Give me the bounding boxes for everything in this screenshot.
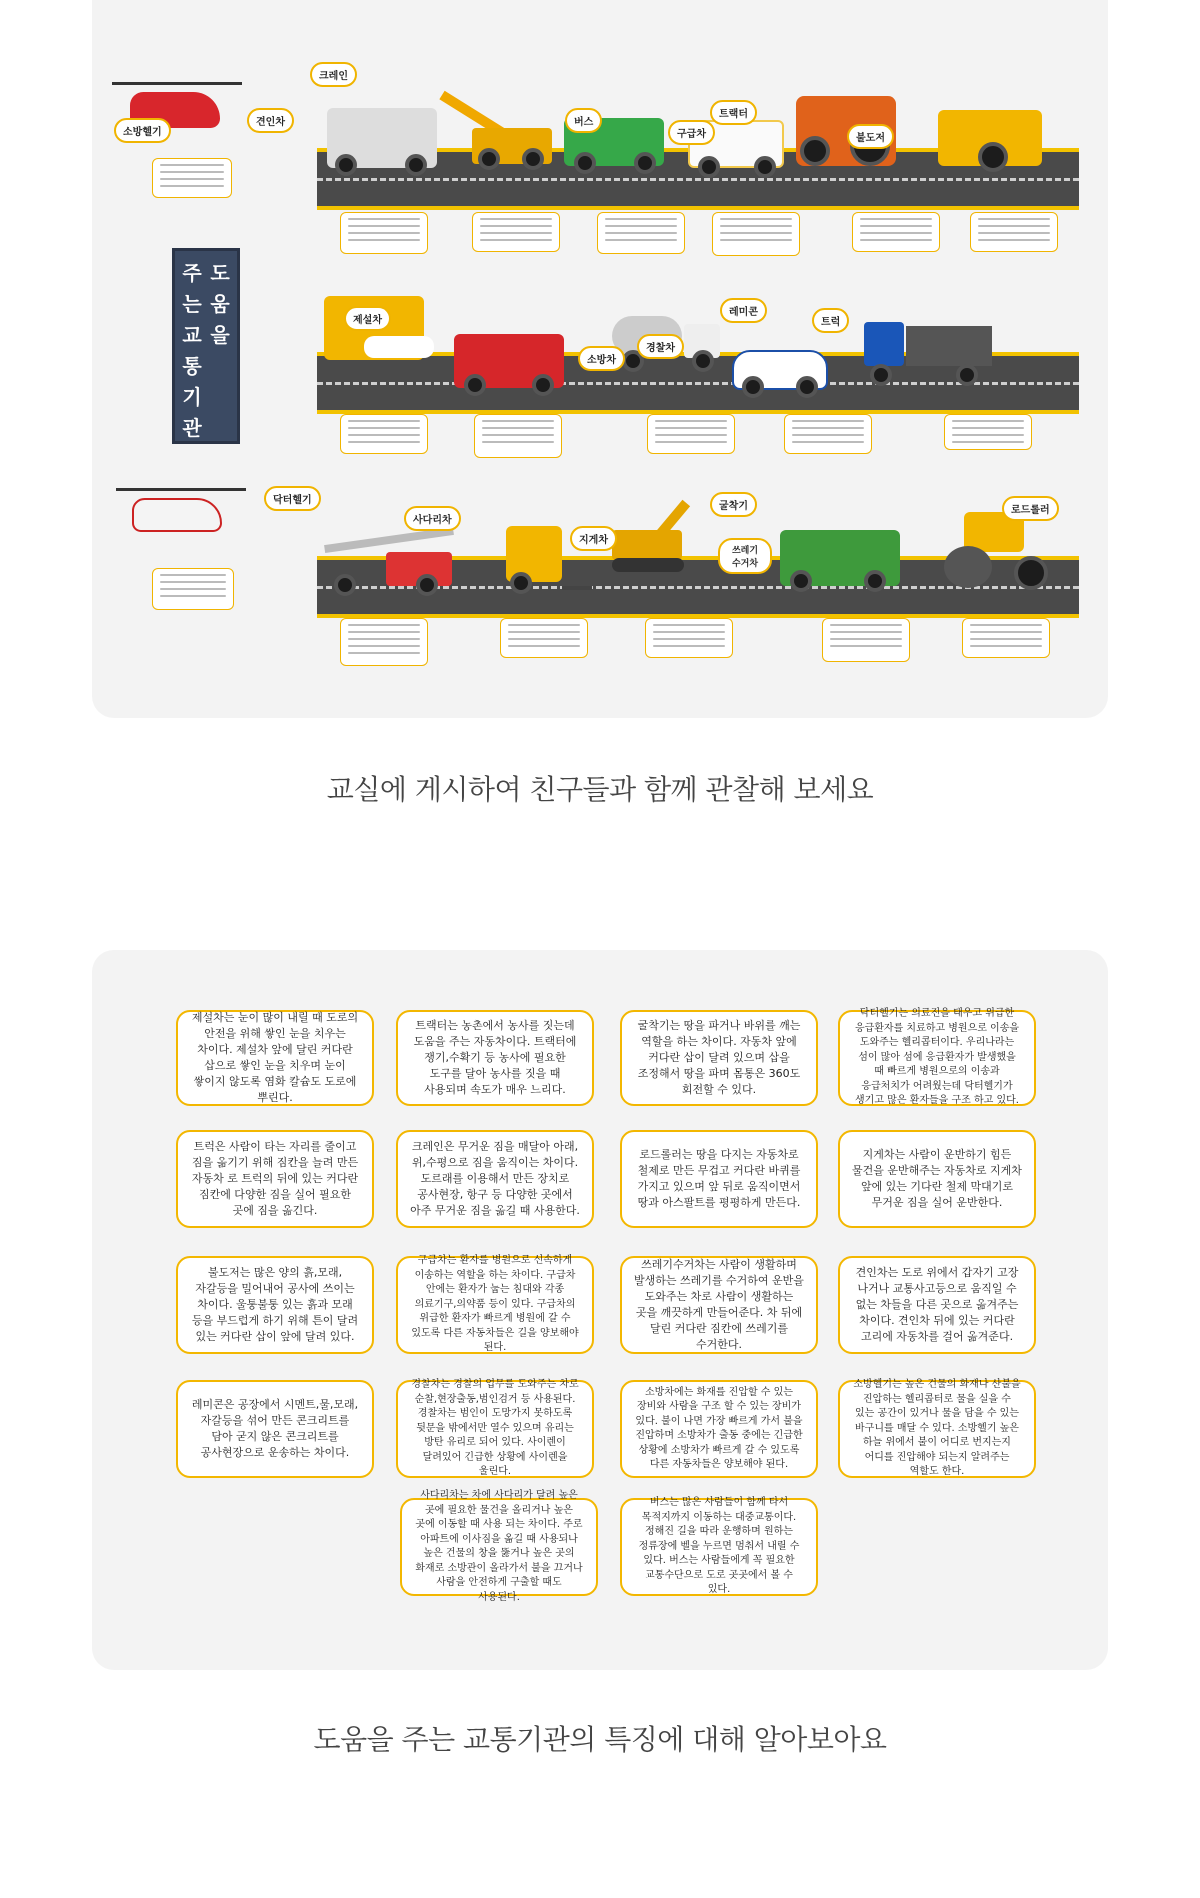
- card-excavator: [620, 1010, 818, 1106]
- title-char: 을: [210, 323, 230, 347]
- tow-truck-image: [327, 108, 437, 168]
- garbage-truck-image: [780, 530, 900, 586]
- ladder-truck-image: [324, 530, 454, 594]
- card-text: 레미콘은 공장에서 시멘트,물,모래,자갈등을 섞어 만든 콘크리트를 담아 굳지 않은 콘크리트를 공사현장으로 운송하는 차이다.: [191, 1398, 359, 1459]
- card-text: 버스는 많은 사람들이 함께 타서 목적지까지 이동하는 대중교통이다. 정해진 길을 따라 운행하며 원하는 정류장에 벨을 누르면 멈춰서 내릴 수 있다. 버스는 사람들에게 꼭 필요한 교통수단으로 도로 곳곳에서 볼 수 있다.: [638, 1497, 800, 1596]
- label-road-roller: 로드롤러: [1002, 496, 1059, 521]
- card-text: 견인차는 도로 위에서 갑자기 고장 나거나 교통사고등으로 움직일 수 없는 차들을 다른 곳으로 옮겨주는 차이다. 견인차 뒤에 있는 커다란 고리에 자동차를 걸어 옮겨준다.: [855, 1266, 1019, 1343]
- description-card-small: [852, 212, 940, 252]
- description-card-small: [944, 414, 1032, 450]
- card-text: 구급차는 환자를 병원으로 신속하게 이송하는 역할을 하는 차이다. 구급차 안에는 환자가 눕는 침대와 각종 의료기구,의약품 등이 있다. 구급차의 위급한 환자가 빠르게 병원에 갈 수 있도록 다른 자동차들은 길을 양보해야 된다.: [411, 1255, 579, 1354]
- card-text: 쓰레기수거차는 사람이 생활하며 발생하는 쓰레기를 수거하여 운반을 도와주는 차로 사람이 생활하는 곳을 깨끗하게 만들어준다. 차 뒤에 달린 커다란 짐칸에 쓰레기를 수거한다.: [634, 1258, 804, 1351]
- description-card-small: [472, 212, 560, 252]
- label-truck: 트럭: [812, 308, 849, 333]
- dump-truck-image: [864, 322, 994, 386]
- caption-learn: 도움을 주는 교통기관의 특징에 대해 알아보아요: [313, 1723, 887, 1756]
- description-card-small: [784, 414, 872, 454]
- title-char: 도: [210, 261, 230, 285]
- description-card-small: [597, 212, 685, 254]
- label-fire-truck: 소방차: [578, 346, 625, 371]
- title-char: [207, 414, 233, 443]
- description-card-small: [340, 618, 428, 666]
- description-card-small: [340, 414, 428, 454]
- poster-panel: [92, 0, 1108, 718]
- label-excavator: 굴착기: [710, 492, 757, 517]
- description-card-small: [647, 414, 735, 454]
- card-fire-helicopter: [838, 1380, 1036, 1478]
- title-char: [207, 352, 233, 381]
- description-card-small: [822, 618, 910, 662]
- label-fire-helicopter: 소방헬기: [114, 118, 171, 143]
- card-tractor: [396, 1010, 594, 1106]
- crane-image: [442, 70, 552, 168]
- card-text: 불도저는 많은 양의 흙,모래,자갈등을 밀어내어 공사에 쓰이는 차이다. 울퉁불퉁 있는 흙과 모래 등을 부드럽게 하기 위해 튼이 달려 있는 커다란 삽이 앞에 달려 있다.: [191, 1266, 359, 1343]
- card-garbage-truck: [620, 1256, 818, 1354]
- title-char: 교: [182, 323, 202, 347]
- card-truck: [176, 1130, 374, 1228]
- road-roller-image: [944, 512, 1054, 588]
- title-char: 통: [182, 354, 202, 378]
- label-garbage-truck: 쓰레기 수거차: [718, 538, 772, 574]
- label-crane: 크레인: [310, 62, 357, 87]
- label-ambulance: 구급차: [668, 120, 715, 145]
- label-forklift: 지게차: [570, 526, 617, 551]
- label-ladder-truck: 사다리차: [404, 506, 461, 531]
- card-police-car: [396, 1380, 594, 1478]
- title-char: 는: [182, 292, 202, 316]
- doctor-helicopter-image: [132, 498, 222, 532]
- card-text: 사다리차는 차에 사다리가 달려 높은 곳에 필요한 물건을 올리거나 높은 곳에 이동할 때 사용 되는 차이다. 주로 아파트에 이사짐을 옮길 때 사용되나 높은 건물의 창을 뚫거나 높은 곳의 화재로 소방관이 올라가서 불을 끄거나 사람을 안전하게 구출할 때도 사용된다.: [415, 1490, 583, 1603]
- card-bus: [620, 1498, 818, 1596]
- card-text: 제설차는 눈이 많이 내릴 때 도로의 안전을 위해 쌓인 눈을 치우는 차이다. 제설차 앞에 달린 커다란 삽으로 쌓인 눈을 치우며 눈이 쌓이지 않도록 염화 칼슘도 도로에 뿌린다.: [191, 1011, 359, 1104]
- title-char: 움: [210, 292, 230, 316]
- description-card-small: [152, 158, 232, 198]
- caption-observe: 교실에 게시하여 친구들과 함께 관찰해 보세요: [326, 773, 874, 806]
- card-snowplow: [176, 1010, 374, 1106]
- card-tow-truck: [838, 1256, 1036, 1354]
- description-card-small: [340, 212, 428, 254]
- bulldozer-image: [938, 110, 1042, 166]
- label-doctor-helicopter: 닥터헬기: [264, 486, 321, 511]
- card-text: 소방차에는 화재를 진압할 수 있는 장비와 사람을 구조 할 수 있는 장비가 있다. 불이 나면 가장 빠르게 가서 불을 진압하며 소방차가 출동 중에는 긴급한 상황에 소방차가 빠르게 갈 수 있도록 다른 자동차들은 양보해야 된다.: [635, 1386, 803, 1470]
- police-car-image: [732, 350, 828, 390]
- card-bulldozer: [176, 1256, 374, 1354]
- label-tractor: 트랙터: [710, 100, 757, 125]
- card-text: 크레인은 무거운 짐을 매달아 아래,위,수평으로 짐을 움직이는 차이다. 도르래를 이용해서 만든 장치로 공사현장, 항구 등 다양한 곳에서 아주 무거운 짐을 옮길 때 사용한다.: [410, 1140, 580, 1217]
- card-cement-mixer: [176, 1380, 374, 1478]
- title-char: [207, 383, 233, 412]
- card-text: 트럭은 사람이 타는 자리를 줄이고 짐을 옮기기 위해 짐칸을 늘려 만든 자동차 로 트럭의 뒤에 있는 커다란 짐칸에 다양한 짐을 실어 필요한 곳에 짐을 옮긴다.: [191, 1140, 359, 1217]
- card-ladder-truck: [400, 1490, 598, 1603]
- title-char: 주: [182, 261, 202, 285]
- card-text: 지게차는 사람이 운반하기 힘든 물건을 운반해주는 자동차로 지게차 앞에 있는 기다란 철제 막대기로 무거운 짐을 실어 운반한다.: [852, 1148, 1022, 1209]
- description-card-small: [645, 618, 733, 658]
- card-road-roller: [620, 1130, 818, 1228]
- card-doctor-helicopter: [838, 1010, 1036, 1106]
- description-card-small: [474, 414, 562, 458]
- label-police-car: 경찰차: [637, 334, 684, 359]
- card-fire-truck: [620, 1380, 818, 1478]
- card-text: 경찰차는 경찰의 업무를 도와주는 차로 순찰,현장출동,범인검거 등 사용된다. 경찰차는 범인이 도망가지 못하도록 뒷문을 밖에서만 열수 있으며 유리는 방탄 유리로 되어 있다. 사이렌이 달려있어 긴급한 상황에 사이렌을 울린다.: [411, 1379, 579, 1478]
- description-card-small: [500, 618, 588, 658]
- label-bus: 버스: [565, 108, 602, 133]
- label-bulldozer: 불도저: [847, 124, 894, 149]
- label-cement-mixer: 레미콘: [720, 298, 767, 323]
- description-card-small: [152, 568, 234, 610]
- description-card-small: [712, 212, 800, 256]
- title-char: 기: [182, 385, 202, 409]
- card-text: 로드롤러는 땅을 다지는 자동차로 철제로 만든 무겁고 커다란 바퀴를 가지고 있으며 앞 뒤로 움직이면서 땅과 아스팔트를 평평하게 만든다.: [637, 1148, 801, 1209]
- card-ambulance: [396, 1256, 594, 1354]
- card-text: 굴착기는 땅을 파거나 바위를 깨는 역할을 하는 차이다. 자동차 앞에 커다란 삽이 달려 있으며 삽을 조정해서 땅을 파며 몸통은 360도 회전할 수 있다.: [637, 1019, 801, 1096]
- title-char: 관: [182, 416, 202, 440]
- label-tow-truck: 견인차: [247, 108, 294, 133]
- card-text: 트랙터는 농촌에서 농사를 짓는데 도움을 주는 자동차이다. 트랙터에 쟁기,수확기 등 농사에 필요한 도구를 달아 농사를 짓을 때 사용되며 속도가 매우 느리다.: [413, 1019, 577, 1096]
- card-forklift: [838, 1130, 1036, 1228]
- description-card-small: [970, 212, 1058, 252]
- card-crane: [396, 1130, 594, 1228]
- description-card-small: [962, 618, 1050, 658]
- card-text: 닥터헬기는 의료진을 태우고 위급한 응급환자를 치료하고 병원으로 이송을 도와주는 헬리콥터이다. 우리나라는 섬이 많아 섬에 응급환자가 발생했을 때 빠르게 병원으로의 이송과 응급처치가 어려웠는데 닥터헬기가 생기고 많은 환자들을 구조 하고 있다.: [854, 1008, 1020, 1107]
- card-text: 소방헬기는 높은 건물의 화재나 산불을 진압하는 헬리콥터로 물을 실을 수 있는 공간이 있거나 물을 담을 수 있는 바구니를 매달 수 있다. 소방헬기 높은 하늘 위에서 불이 어디로 번지는지 어디를 진압해야 되는지 알려주는 역할도 한다.: [853, 1379, 1021, 1478]
- label-snowplow: 제설차: [344, 306, 391, 331]
- description-cards-panel: [92, 950, 1108, 1670]
- poster-title-board: [172, 248, 240, 444]
- fire-truck-image: [454, 334, 564, 388]
